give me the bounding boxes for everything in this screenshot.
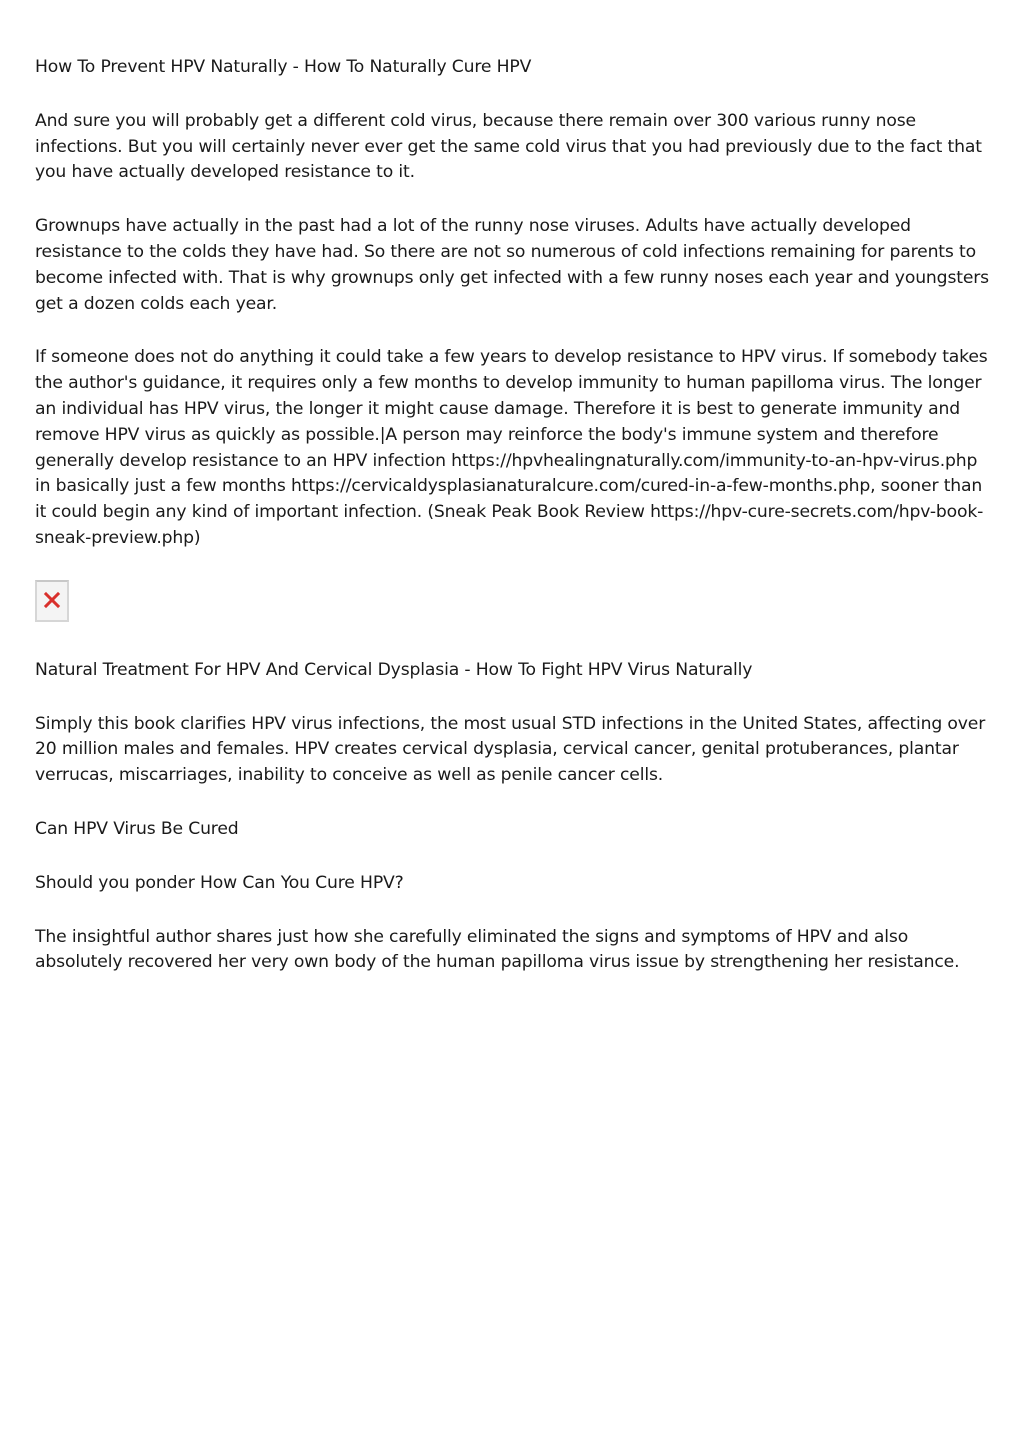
close-x-icon <box>43 591 61 609</box>
subheading-natural-treatment: Natural Treatment For HPV And Cervical Dysplasia - How To Fight HPV Virus Naturally <box>35 659 753 680</box>
subheading-can-be-cured: Can HPV Virus Be Cured <box>35 818 239 839</box>
paragraph-resistance: If someone does not do anything it could take a few years to develop resistance to HPV virus. If somebody takes the author's guidance, it requires only a few months to develop immunity to human papilloma virus. The longer an individual has HPV virus, the longer it might cause damage. Therefore it is best to generate immunity and remove HPV virus as quickly as possible.|A person may reinforce the body's immune system and therefore generally develop resistance to an HPV infection https://hpvhealingnaturally.com/immunity-to-an-hpv-virus.php in basically just a few months https://cervicaldysplasianaturalcure.com/cured-in-a-few-months.php, sooner than it could begin any kind of important infection. (Sneak Peak Book Review https://hpv-cure-secrets.com/hpv-book-sneak-preview.php) <box>35 347 988 548</box>
paragraph-grownups: Grownups have actually in the past had a lot of the runny nose viruses. Adults have actually developed resistance to the colds they have had. So there are not so numerous of cold infections remaining for parents to become infected with. That is why grownups only get infected with a few runny noses each year and youngsters get a dozen colds each year. <box>35 216 989 314</box>
document-page <box>35 55 995 1004</box>
subheading-how-can-you-cure: Should you ponder How Can You Cure HPV? <box>35 872 404 893</box>
document-title: How To Prevent HPV Naturally - How To Naturally Cure HPV <box>35 57 532 77</box>
paragraph-insightful-author: The insightful author shares just how she carefully eliminated the signs and symptoms of HPV and also absolutely recovered her very own body of the human papilloma virus issue by strengthening her resistance. <box>35 926 960 973</box>
paragraph-cold-virus: And sure you will probably get a different cold virus, because there remain over 300 various runny nose infections. But you will certainly never ever get the same cold virus that you had previously due to the fact that you have actually developed resistance to it. <box>35 110 982 183</box>
broken-image-icon <box>35 580 69 622</box>
paragraph-book-clarifies: Simply this book clarifies HPV virus infections, the most usual STD infections in the United States, affecting over 20 million males and females. HPV creates cervical dysplasia, cervical cancer, genital protuberances, plantar verrucas, miscarriages, inability to conceive as well as penile cancer cells. <box>35 713 986 786</box>
